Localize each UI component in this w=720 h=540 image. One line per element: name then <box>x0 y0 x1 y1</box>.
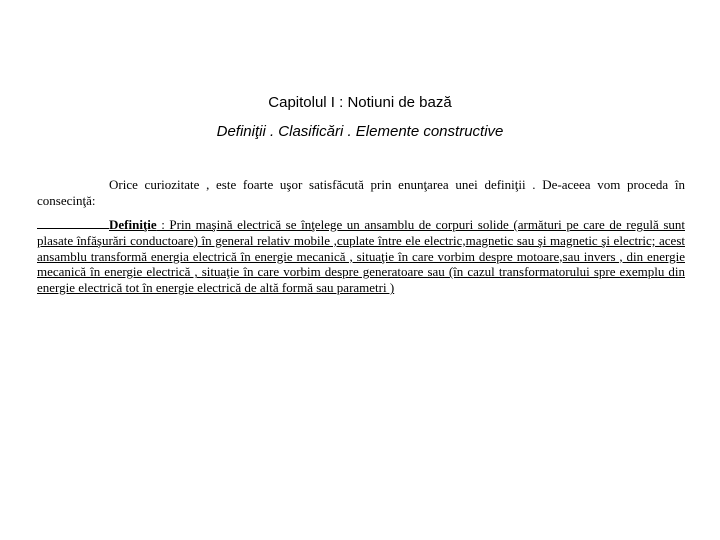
intro-paragraph: Orice curiozitate , este foarte uşor satisfăcută prin enunţarea unei definiţii . De-aceea vom proceda în consecinţă: <box>37 177 685 208</box>
definition-text: : Prin maşină electrică se înţelege un ansamblu de corpuri solide (armături pe care de regulă sunt plasate înfăşurări conductoare) în general relativ mobile ,cuplate între ele electric,magnetic sau şi magnetic şi electric; acest ansamblu transformă energia electrică în energie mecanică , situaţie în care vorbim despre motoare,sau invers , din energie mecanică în energie electrică , situaţie în care vorbim despre generatoare sau (în cazul transformatorului spre exemplu din energie electrică tot în energie electrică de altă formă sau parametri ) <box>37 217 685 296</box>
definition-term: Definiţie <box>109 217 157 232</box>
paragraph-indent <box>37 218 109 229</box>
chapter-title: Capitolul I : Notiuni de bază <box>268 94 452 111</box>
definition-paragraph <box>37 217 685 296</box>
section-subtitle: Definiţii . Clasificări . Elemente constructive <box>216 123 504 140</box>
